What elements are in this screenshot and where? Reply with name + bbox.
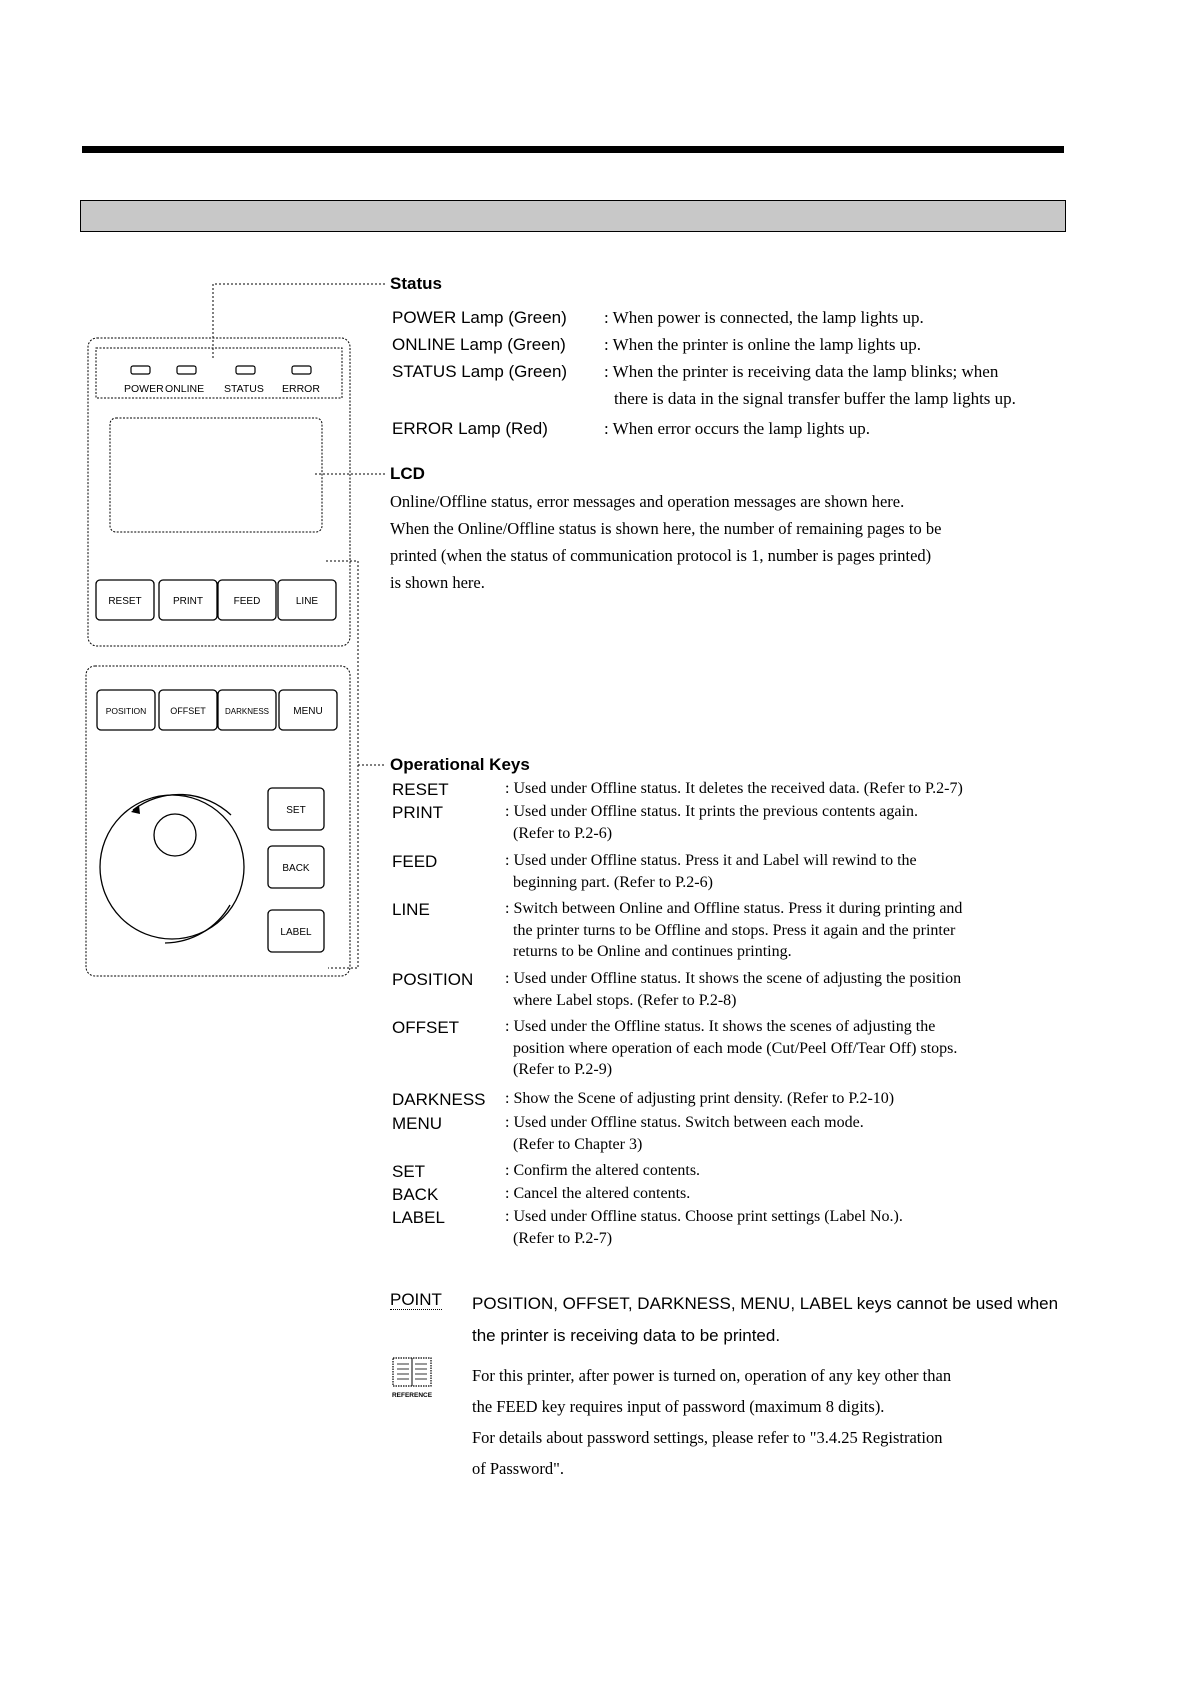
key-description-line: (Refer to P.2-7) [513,1229,613,1247]
key-description [505,801,1065,844]
key-description [505,1088,1065,1110]
reference-line: of Password". [472,1459,564,1478]
key-description [505,1183,1065,1205]
set-key-label: SET [286,805,306,816]
key-name: MENU [392,1114,443,1133]
lcd-line: printed (when the status of communication protocol is 1, number is pages printed) [390,546,932,565]
reference-text [472,1360,1072,1484]
key-description-line: (Refer to P.2-6) [513,824,613,842]
key-name: FEED [392,852,438,871]
back-key-label: BACK [282,863,310,874]
error-lamp-icon [292,366,311,374]
lamp-label: ONLINE [165,383,205,395]
lamp-label: STATUS [224,383,264,395]
key-name: OFFSET [392,1018,460,1037]
lcd-heading: LCD [390,464,425,483]
key-description-line: (Refer to P.2-9) [513,1061,613,1078]
key-description-line: where Label stops. (Refer to P.2-8) [513,991,737,1009]
point-text: POSITION, OFFSET, DARKNESS, MENU, LABEL keys cannot be used when the printer is receiving data to be printed. [472,1294,1059,1345]
error-lamp-desc: : When error occurs the lamp lights up. [604,419,870,438]
key-description-line: (Refer to Chapter 3) [513,1135,643,1153]
position-key-label: POSITION [105,706,147,716]
key-description-line: : Used under Offline status. Choose print settings (Label No.). [505,1208,903,1225]
online-lamp-icon [177,366,196,374]
keys-bracket-line [326,561,358,968]
key-name: RESET [392,780,449,799]
menu-key-label: MENU [293,706,323,717]
status-lamp-desc-cont: there is data in the signal transfer buffer the lamp lights up. [614,389,1016,408]
dial-knob [154,814,196,856]
key-name: LABEL [392,1208,445,1227]
power-lamp-label: POWER Lamp (Green) [392,308,567,327]
key-description-line: : Show the Scene of adjusting print density. (Refer to P.2-10) [505,1090,895,1107]
key-description-line: : Used under Offline status. It prints the previous contents again. [505,803,918,820]
print-key-label: PRINT [173,596,203,607]
key-description [505,968,1065,1011]
reference-icon-text: REFERENCE [391,1392,433,1399]
lcd-screen [110,418,322,532]
lcd-line: When the Online/Offline status is shown here, the number of remaining pages to be [390,519,942,538]
lamp-label: POWER [124,383,164,395]
key-description-line: the printer turns to be Offline and stops. Press it again and the printer [513,921,956,939]
error-lamp-label: ERROR Lamp (Red) [392,419,548,438]
key-description-line: beginning part. (Refer to P.2-6) [513,873,713,891]
key-description-line: : Cancel the altered contents. [505,1185,691,1202]
point-tag: POINT [390,1290,442,1309]
reference-book-icon [390,1356,434,1400]
key-description [505,1112,1065,1155]
lcd-line: Online/Offline status, error messages and operation messages are shown here. [390,492,905,511]
key-description [505,1160,1065,1182]
keys-heading: Operational Keys [390,755,530,774]
key-description [505,850,1065,893]
feed-key-label: FEED [233,596,261,607]
online-lamp-label: ONLINE Lamp (Green) [392,335,566,354]
key-description [505,778,1065,800]
key-name: POSITION [392,970,474,989]
darkness-key-label: DARKNESS [224,707,270,716]
line-key-label: LINE [295,596,319,607]
label-key-label: LABEL [280,927,312,938]
status-lamp-desc: : When the printer is receiving data the lamp blinks; when [604,362,999,381]
power-lamp-desc: : When power is connected, the lamp lights up. [604,308,924,327]
status-lamp-label: STATUS Lamp (Green) [392,362,568,381]
online-lamp-desc: : When the printer is online the lamp lights up. [604,335,921,354]
reference-line: For this printer, after power is turned on, operation of any key other than [472,1366,952,1385]
key-description [505,1206,1065,1249]
key-description-line: : Used under Offline status. Switch between each mode. [505,1114,864,1131]
key-description-line: : Used under Offline status. It deletes the received data. (Refer to P.2-7) [505,780,963,797]
reference-line: For details about password settings, please refer to "3.4.25 Registration [472,1428,943,1447]
key-description-line: returns to be Online and continues printing. [513,943,792,960]
key-description-line: : Confirm the altered contents. [505,1162,701,1179]
reference-line: the FEED key requires input of password (maximum 8 digits). [472,1397,885,1416]
status-heading: Status [390,274,442,293]
offset-key-label: OFFSET [170,706,206,716]
key-description-line: position where operation of each mode (Cut/Peel Off/Tear Off) stops. [513,1039,958,1057]
key-description-line: : Used under the Offline status. It shows the scenes of adjusting the [505,1018,936,1035]
status-leader-line [213,284,385,358]
key-name: DARKNESS [392,1090,486,1109]
reset-key-label: RESET [108,596,142,607]
key-description [505,898,1065,963]
lcd-description [390,488,1070,596]
status-lamp-icon [236,366,255,374]
key-description [505,1016,1065,1081]
lcd-line: is shown here. [390,573,485,592]
key-description-line: : Used under Offline status. Press it and Label will rewind to the [505,852,917,869]
power-lamp-icon [131,366,150,374]
key-description-line: : Switch between Online and Offline status. Press it during printing and [505,900,963,917]
key-name: PRINT [392,803,443,822]
key-name: LINE [392,900,430,919]
lamp-label: ERROR [282,383,320,395]
key-name: SET [392,1162,426,1181]
key-description-line: : Used under Offline status. It shows the scene of adjusting the position [505,970,962,987]
key-name: BACK [392,1185,439,1204]
